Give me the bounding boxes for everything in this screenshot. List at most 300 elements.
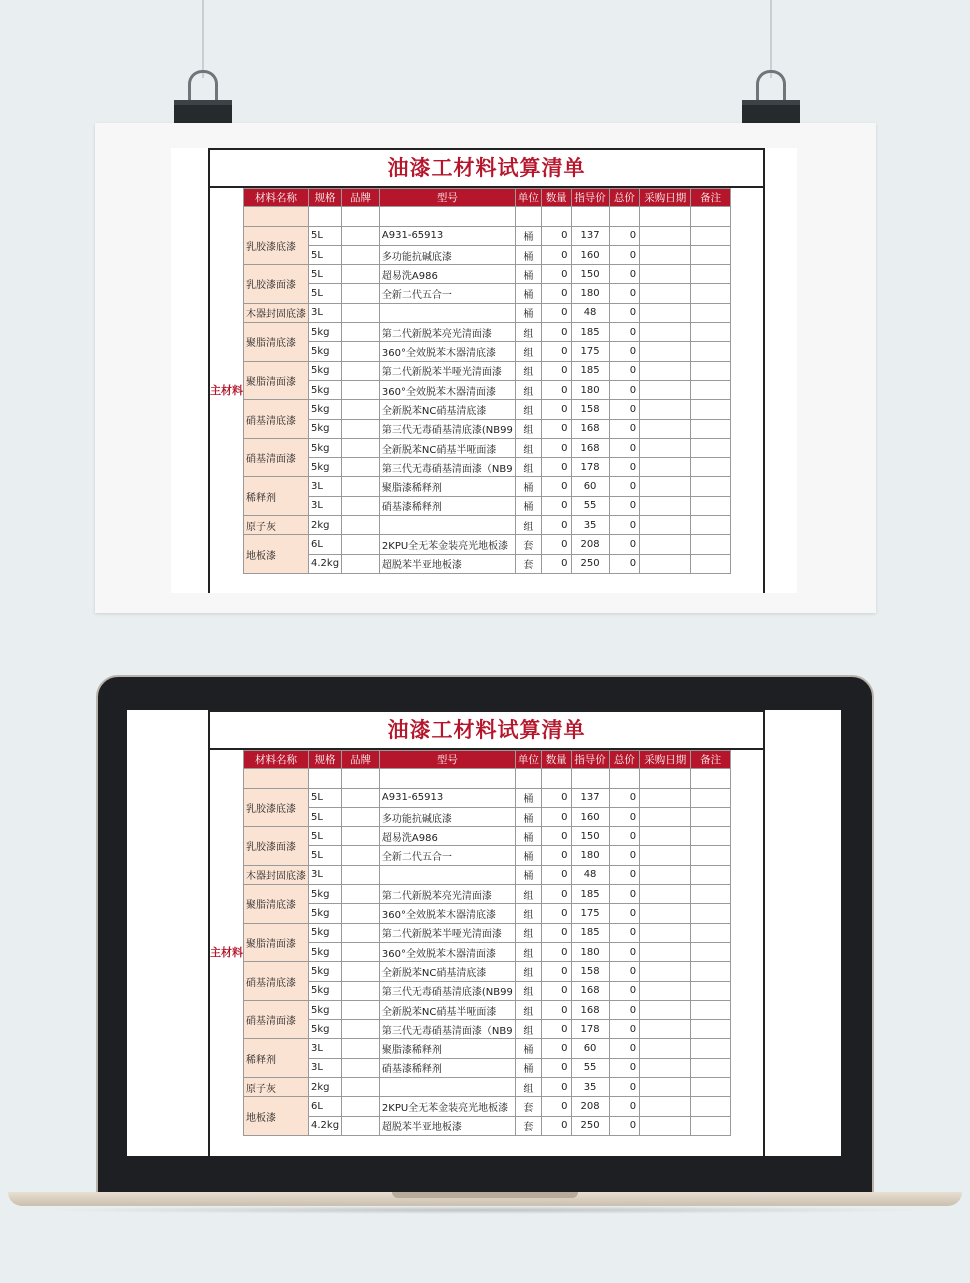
material-name: 乳胶漆底漆 [244,226,309,265]
brand-cell [342,496,380,515]
brand-cell [342,419,380,438]
note-cell [691,885,731,904]
model-cell: 硝基漆稀释剂 [379,496,515,515]
col-header: 规格 [309,751,342,769]
total-cell: 0 [609,807,640,826]
spec-cell: 5L [309,265,342,284]
model-cell: 第二代新脱苯亮光清面漆 [379,885,515,904]
note-cell [691,807,731,826]
unit-cell: 组 [515,923,541,942]
note-cell [691,303,731,322]
brand-cell [342,516,380,535]
total-cell: 0 [609,1020,640,1039]
spec-cell: 5kg [309,981,342,1000]
price-cell [571,769,609,788]
total-cell: 0 [609,438,640,457]
price-cell: 168 [571,419,609,438]
brand-cell [342,284,380,303]
brand-cell [342,477,380,496]
table-row [210,1000,731,1019]
brand-cell [342,1116,380,1135]
material-name [244,207,309,226]
spec-cell: 5kg [309,380,342,399]
unit-cell: 桶 [515,1058,541,1077]
brand-cell [342,207,380,226]
spec-cell: 5kg [309,400,342,419]
price-cell: 175 [571,904,609,923]
date-cell [640,1078,691,1097]
spec-cell: 5L [309,827,342,846]
qty-cell [541,769,571,788]
col-header: 单位 [515,189,541,207]
note-cell [691,477,731,496]
price-cell: 150 [571,827,609,846]
total-cell: 0 [609,477,640,496]
total-cell: 0 [609,458,640,477]
table-row [210,438,731,457]
qty-cell: 0 [541,1000,571,1019]
col-header: 规格 [309,189,342,207]
note-cell [691,400,731,419]
price-cell: 168 [571,1000,609,1019]
model-cell: 全新脱苯NC硝基清底漆 [379,400,515,419]
brand-cell [342,342,380,361]
total-cell: 0 [609,419,640,438]
spec-cell: 3L [309,496,342,515]
unit-cell: 桶 [515,245,541,264]
model-cell: 聚脂漆稀释剂 [379,477,515,496]
date-cell [640,923,691,942]
price-cell: 168 [571,981,609,1000]
qty-cell: 0 [541,245,571,264]
price-cell: 48 [571,303,609,322]
hanging-wire-left [202,0,204,78]
table-row [210,265,731,284]
price-cell: 180 [571,942,609,961]
price-cell: 168 [571,438,609,457]
price-cell: 35 [571,1078,609,1097]
spec-cell: 6L [309,1097,342,1116]
unit-cell: 桶 [515,865,541,884]
total-cell: 0 [609,361,640,380]
unit-cell: 桶 [515,1039,541,1058]
qty-cell: 0 [541,1097,571,1116]
note-cell [691,245,731,264]
model-cell: A931-65913 [379,788,515,807]
total-cell: 0 [609,904,640,923]
model-cell: 360°全效脱苯木器清面漆 [379,380,515,399]
material-name: 木器封固底漆 [244,303,309,322]
sheet-title: 油漆工材料试算清单 [208,710,765,750]
hanging-poster [95,123,876,613]
brand-cell [342,981,380,1000]
table-row [210,1039,731,1058]
col-header: 单位 [515,751,541,769]
qty-cell: 0 [541,419,571,438]
qty-cell: 0 [541,846,571,865]
brand-cell [342,438,380,457]
note-cell [691,1097,731,1116]
table-row [210,865,731,884]
spec-cell: 4.2kg [309,554,342,573]
price-cell: 55 [571,1058,609,1077]
note-cell [691,1058,731,1077]
total-cell: 0 [609,1097,640,1116]
spec-cell [309,207,342,226]
brand-cell [342,788,380,807]
laptop-shadow [40,1206,930,1214]
spreadsheet-preview-laptop [127,710,841,1156]
brand-cell [342,923,380,942]
model-cell: 第三代无毒硝基清底漆(NB99 [379,981,515,1000]
unit-cell [515,207,541,226]
date-cell [640,1097,691,1116]
unit-cell: 桶 [515,807,541,826]
model-cell [379,769,515,788]
spec-cell: 5L [309,245,342,264]
spec-cell: 5kg [309,904,342,923]
date-cell [640,516,691,535]
price-cell: 60 [571,477,609,496]
price-cell: 48 [571,865,609,884]
spec-cell: 4.2kg [309,1116,342,1135]
spec-cell: 5kg [309,342,342,361]
spec-cell: 5kg [309,458,342,477]
material-name: 乳胶漆面漆 [244,827,309,866]
note-cell [691,265,731,284]
brand-cell [342,1097,380,1116]
date-cell [640,380,691,399]
date-cell [640,1039,691,1058]
price-cell: 160 [571,807,609,826]
category-label: 主材料 [210,769,244,1136]
note-cell [691,1078,731,1097]
price-cell: 35 [571,516,609,535]
unit-cell: 组 [515,380,541,399]
price-cell: 208 [571,535,609,554]
model-cell: 全新脱苯NC硝基清底漆 [379,962,515,981]
unit-cell: 桶 [515,496,541,515]
date-cell [640,904,691,923]
note-cell [691,361,731,380]
brand-cell [342,380,380,399]
qty-cell: 0 [541,1058,571,1077]
qty-cell [541,207,571,226]
qty-cell: 0 [541,516,571,535]
spreadsheet-preview-top [171,148,797,593]
note-cell [691,788,731,807]
table-row [210,535,731,554]
material-name: 聚脂清面漆 [244,923,309,962]
date-cell [640,1000,691,1019]
brand-cell [342,361,380,380]
date-cell [640,419,691,438]
spec-cell: 5L [309,846,342,865]
total-cell: 0 [609,846,640,865]
table-row [210,827,731,846]
price-cell: 180 [571,284,609,303]
model-cell: 超易洗A986 [379,827,515,846]
material-name: 聚脂清面漆 [244,361,309,400]
spec-cell: 3L [309,303,342,322]
note-cell [691,458,731,477]
table-row [210,361,731,380]
spec-cell: 3L [309,477,342,496]
brand-cell [342,303,380,322]
unit-cell: 组 [515,516,541,535]
total-cell: 0 [609,303,640,322]
date-cell [640,942,691,961]
note-cell [691,226,731,245]
price-cell: 208 [571,1097,609,1116]
unit-cell: 套 [515,554,541,573]
col-header: 备注 [691,189,731,207]
unit-cell: 组 [515,458,541,477]
price-cell: 137 [571,788,609,807]
price-cell: 175 [571,342,609,361]
note-cell [691,554,731,573]
material-table [210,188,731,574]
brand-cell [342,1020,380,1039]
note-cell [691,942,731,961]
table-row [210,207,731,226]
material-name: 地板漆 [244,535,309,574]
model-cell: 超脱苯半亚地板漆 [379,554,515,573]
model-cell: 360°全效脱苯木器清底漆 [379,904,515,923]
total-cell: 0 [609,1078,640,1097]
material-name: 硝基清底漆 [244,962,309,1001]
unit-cell [515,769,541,788]
model-cell: 全新二代五合一 [379,284,515,303]
unit-cell: 组 [515,1020,541,1039]
brand-cell [342,807,380,826]
brand-cell [342,323,380,342]
total-cell: 0 [609,885,640,904]
material-name: 聚脂清底漆 [244,323,309,362]
material-table [210,750,731,1136]
unit-cell: 套 [515,535,541,554]
table-row [210,885,731,904]
brand-cell [342,245,380,264]
date-cell [640,303,691,322]
qty-cell: 0 [541,788,571,807]
date-cell [640,342,691,361]
unit-cell: 组 [515,323,541,342]
col-header: 数量 [541,751,571,769]
qty-cell: 0 [541,885,571,904]
date-cell [640,1058,691,1077]
model-cell: 2KPU全无苯金装亮光地板漆 [379,1097,515,1116]
laptop-notch [392,1192,578,1198]
total-cell [609,207,640,226]
brand-cell [342,1058,380,1077]
sheet-title: 油漆工材料试算清单 [208,148,765,188]
col-header: 品牌 [342,189,380,207]
total-cell: 0 [609,981,640,1000]
model-cell: 第二代新脱苯亮光清面漆 [379,323,515,342]
note-cell [691,342,731,361]
price-cell: 158 [571,962,609,981]
spec-cell [309,769,342,788]
price-cell: 150 [571,265,609,284]
model-cell: 全新二代五合一 [379,846,515,865]
spec-cell: 2kg [309,1078,342,1097]
unit-cell: 组 [515,419,541,438]
note-cell [691,438,731,457]
qty-cell: 0 [541,1020,571,1039]
qty-cell: 0 [541,981,571,1000]
qty-cell: 0 [541,827,571,846]
model-cell: 聚脂漆稀释剂 [379,1039,515,1058]
date-cell [640,323,691,342]
unit-cell: 组 [515,981,541,1000]
col-header: 材料名称 [244,751,309,769]
total-cell: 0 [609,265,640,284]
qty-cell: 0 [541,303,571,322]
date-cell [640,438,691,457]
unit-cell: 组 [515,1078,541,1097]
price-cell: 137 [571,226,609,245]
spec-cell: 2kg [309,516,342,535]
total-cell: 0 [609,245,640,264]
total-cell: 0 [609,516,640,535]
unit-cell: 组 [515,1000,541,1019]
price-cell: 185 [571,361,609,380]
date-cell [640,1116,691,1135]
brand-cell [342,846,380,865]
spec-cell: 5kg [309,361,342,380]
date-cell [640,769,691,788]
brand-cell [342,1000,380,1019]
date-cell [640,827,691,846]
material-name [244,769,309,788]
price-cell: 185 [571,923,609,942]
date-cell [640,265,691,284]
qty-cell: 0 [541,962,571,981]
spec-cell: 3L [309,1058,342,1077]
qty-cell: 0 [541,807,571,826]
note-cell [691,827,731,846]
material-name: 稀释剂 [244,477,309,516]
spec-cell: 5L [309,807,342,826]
qty-cell: 0 [541,1116,571,1135]
col-header: 型号 [379,751,515,769]
note-cell [691,962,731,981]
total-cell: 0 [609,535,640,554]
model-cell [379,1078,515,1097]
qty-cell: 0 [541,865,571,884]
unit-cell: 组 [515,962,541,981]
date-cell [640,962,691,981]
unit-cell: 套 [515,1097,541,1116]
unit-cell: 组 [515,342,541,361]
total-cell: 0 [609,284,640,303]
brand-cell [342,885,380,904]
model-cell [379,865,515,884]
unit-cell: 组 [515,885,541,904]
note-cell [691,323,731,342]
model-cell [379,516,515,535]
table-row [210,769,731,788]
date-cell [640,245,691,264]
note-cell [691,1116,731,1135]
note-cell [691,380,731,399]
header-row [210,189,731,207]
note-cell [691,923,731,942]
total-cell: 0 [609,942,640,961]
spec-cell: 6L [309,535,342,554]
material-name: 乳胶漆底漆 [244,788,309,827]
total-cell: 0 [609,923,640,942]
table-row [210,516,731,535]
note-cell [691,1000,731,1019]
date-cell [640,865,691,884]
qty-cell: 0 [541,535,571,554]
qty-cell: 0 [541,226,571,245]
material-name: 原子灰 [244,516,309,535]
qty-cell: 0 [541,496,571,515]
date-cell [640,981,691,1000]
spec-cell: 5L [309,788,342,807]
total-cell: 0 [609,827,640,846]
spec-cell: 3L [309,1039,342,1058]
brand-cell [342,904,380,923]
col-header: 品牌 [342,751,380,769]
date-cell [640,846,691,865]
table-row [210,1078,731,1097]
date-cell [640,535,691,554]
table-row [210,226,731,245]
price-cell: 185 [571,885,609,904]
model-cell [379,303,515,322]
total-cell: 0 [609,323,640,342]
note-cell [691,419,731,438]
date-cell [640,788,691,807]
total-cell: 0 [609,342,640,361]
unit-cell: 组 [515,361,541,380]
date-cell [640,477,691,496]
price-cell: 158 [571,400,609,419]
total-cell: 0 [609,865,640,884]
spec-cell: 5kg [309,923,342,942]
unit-cell: 桶 [515,303,541,322]
date-cell [640,361,691,380]
price-cell: 160 [571,245,609,264]
spec-cell: 5L [309,284,342,303]
date-cell [640,400,691,419]
date-cell [640,885,691,904]
unit-cell: 组 [515,438,541,457]
price-cell: 178 [571,1020,609,1039]
unit-cell: 桶 [515,265,541,284]
model-cell: 全新脱苯NC硝基半哑面漆 [379,1000,515,1019]
note-cell [691,496,731,515]
total-cell [609,769,640,788]
model-cell: 360°全效脱苯木器清面漆 [379,942,515,961]
material-name: 木器封固底漆 [244,865,309,884]
total-cell: 0 [609,400,640,419]
qty-cell: 0 [541,904,571,923]
model-cell: 超易洗A986 [379,265,515,284]
total-cell: 0 [609,1000,640,1019]
model-cell: 第三代无毒硝基清底漆(NB99 [379,419,515,438]
material-name: 地板漆 [244,1097,309,1136]
qty-cell: 0 [541,265,571,284]
model-cell: 第三代无毒硝基清面漆（NB9 [379,1020,515,1039]
qty-cell: 0 [541,923,571,942]
brand-cell [342,554,380,573]
table-row [210,1097,731,1116]
